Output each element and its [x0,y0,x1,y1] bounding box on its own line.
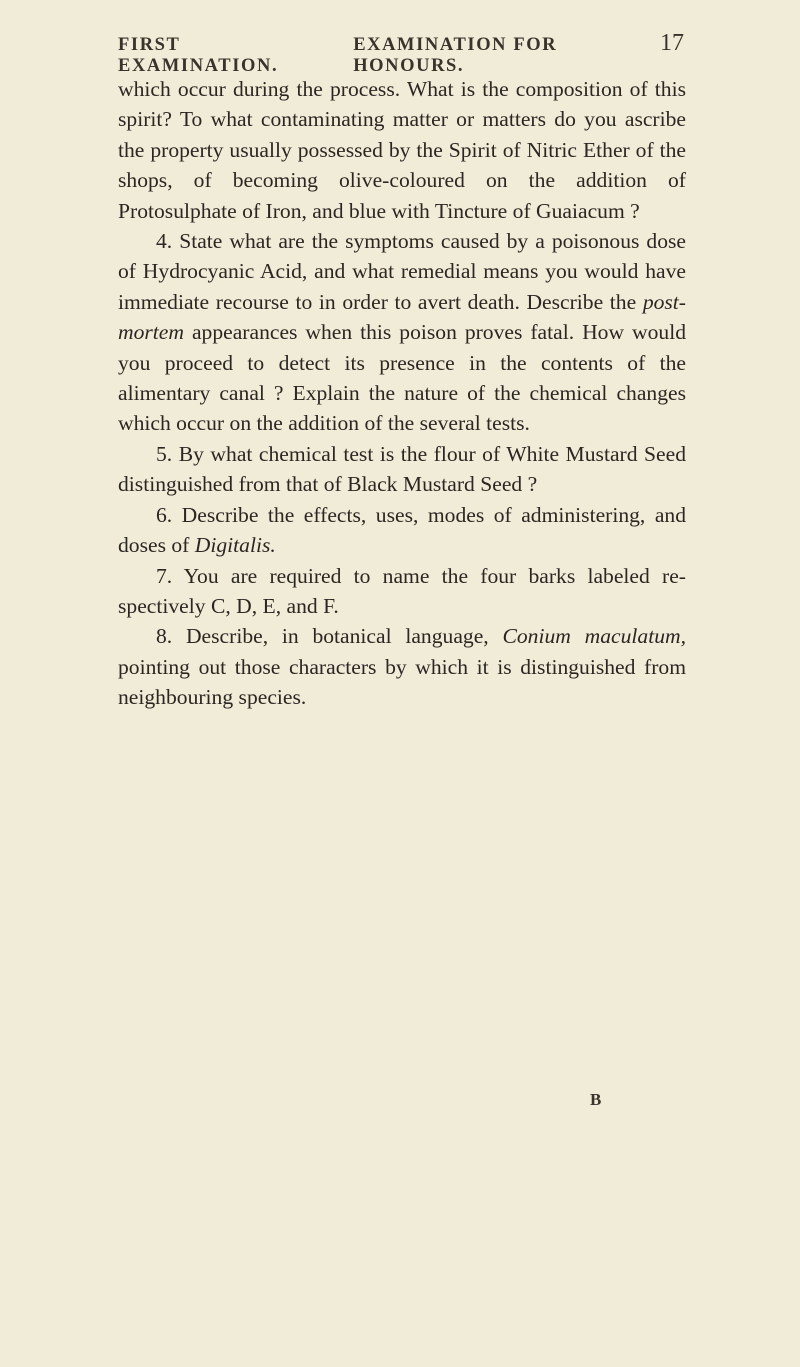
running-header [118,30,684,77]
page-number: 17 [660,30,684,56]
text-segment: 7. You are required to name the four barks labeled re-spectively C, D, E, and F. [118,563,686,618]
text-segment: 8. Describe, in botanical language, [156,624,503,649]
question-6 [118,500,686,561]
text-segment: pointing out those characters by which it is distinguished from neighbouring species. [118,654,686,710]
text-segment: 4. State what are the symptoms caused by a poisonous dose of Hydrocyanic Acid, and what remedial means you would have immediate recourse to in order to avert death. Describe the [118,229,686,314]
paragraph-continuation [118,74,686,226]
question-7 [118,561,686,622]
text-segment: 6. Describe the effects, uses, modes of administering, and doses of [118,502,686,558]
header-left: FIRST EXAMINATION. [118,35,279,76]
page-body [118,74,686,713]
question-4 [118,226,686,439]
question-8 [118,621,686,712]
header-right: EXAMINATION FOR HONOURS. [353,35,558,76]
signature-mark: B [590,1090,603,1109]
text-segment: which occur during the process. What is the composition of this spirit? To what contaminating matter or matters do you ascribe the property usually possessed by the Spirit of Nitric Ether of the shops, of becoming olive-coloured on the addition of Protosulphate of Iron, and blue with Tincture of Guaiacum ? [118,77,686,223]
italic-segment: Conium maculatum, [502,624,686,649]
text-segment: appearances when this poison proves fatal. How would you proceed to detect its presence in the contents of the alimentary canal ? Explain the nature of the chemical changes which occur on the addition of the several tests. [118,320,686,436]
question-5 [118,439,686,500]
italic-segment: Digitalis. [194,533,276,558]
italic-segment: post-mortem [118,289,686,345]
text-segment: 5. By what chemical test is the flour of White Mustard Seed distinguished from that of Black Mustard Seed ? [118,441,686,497]
